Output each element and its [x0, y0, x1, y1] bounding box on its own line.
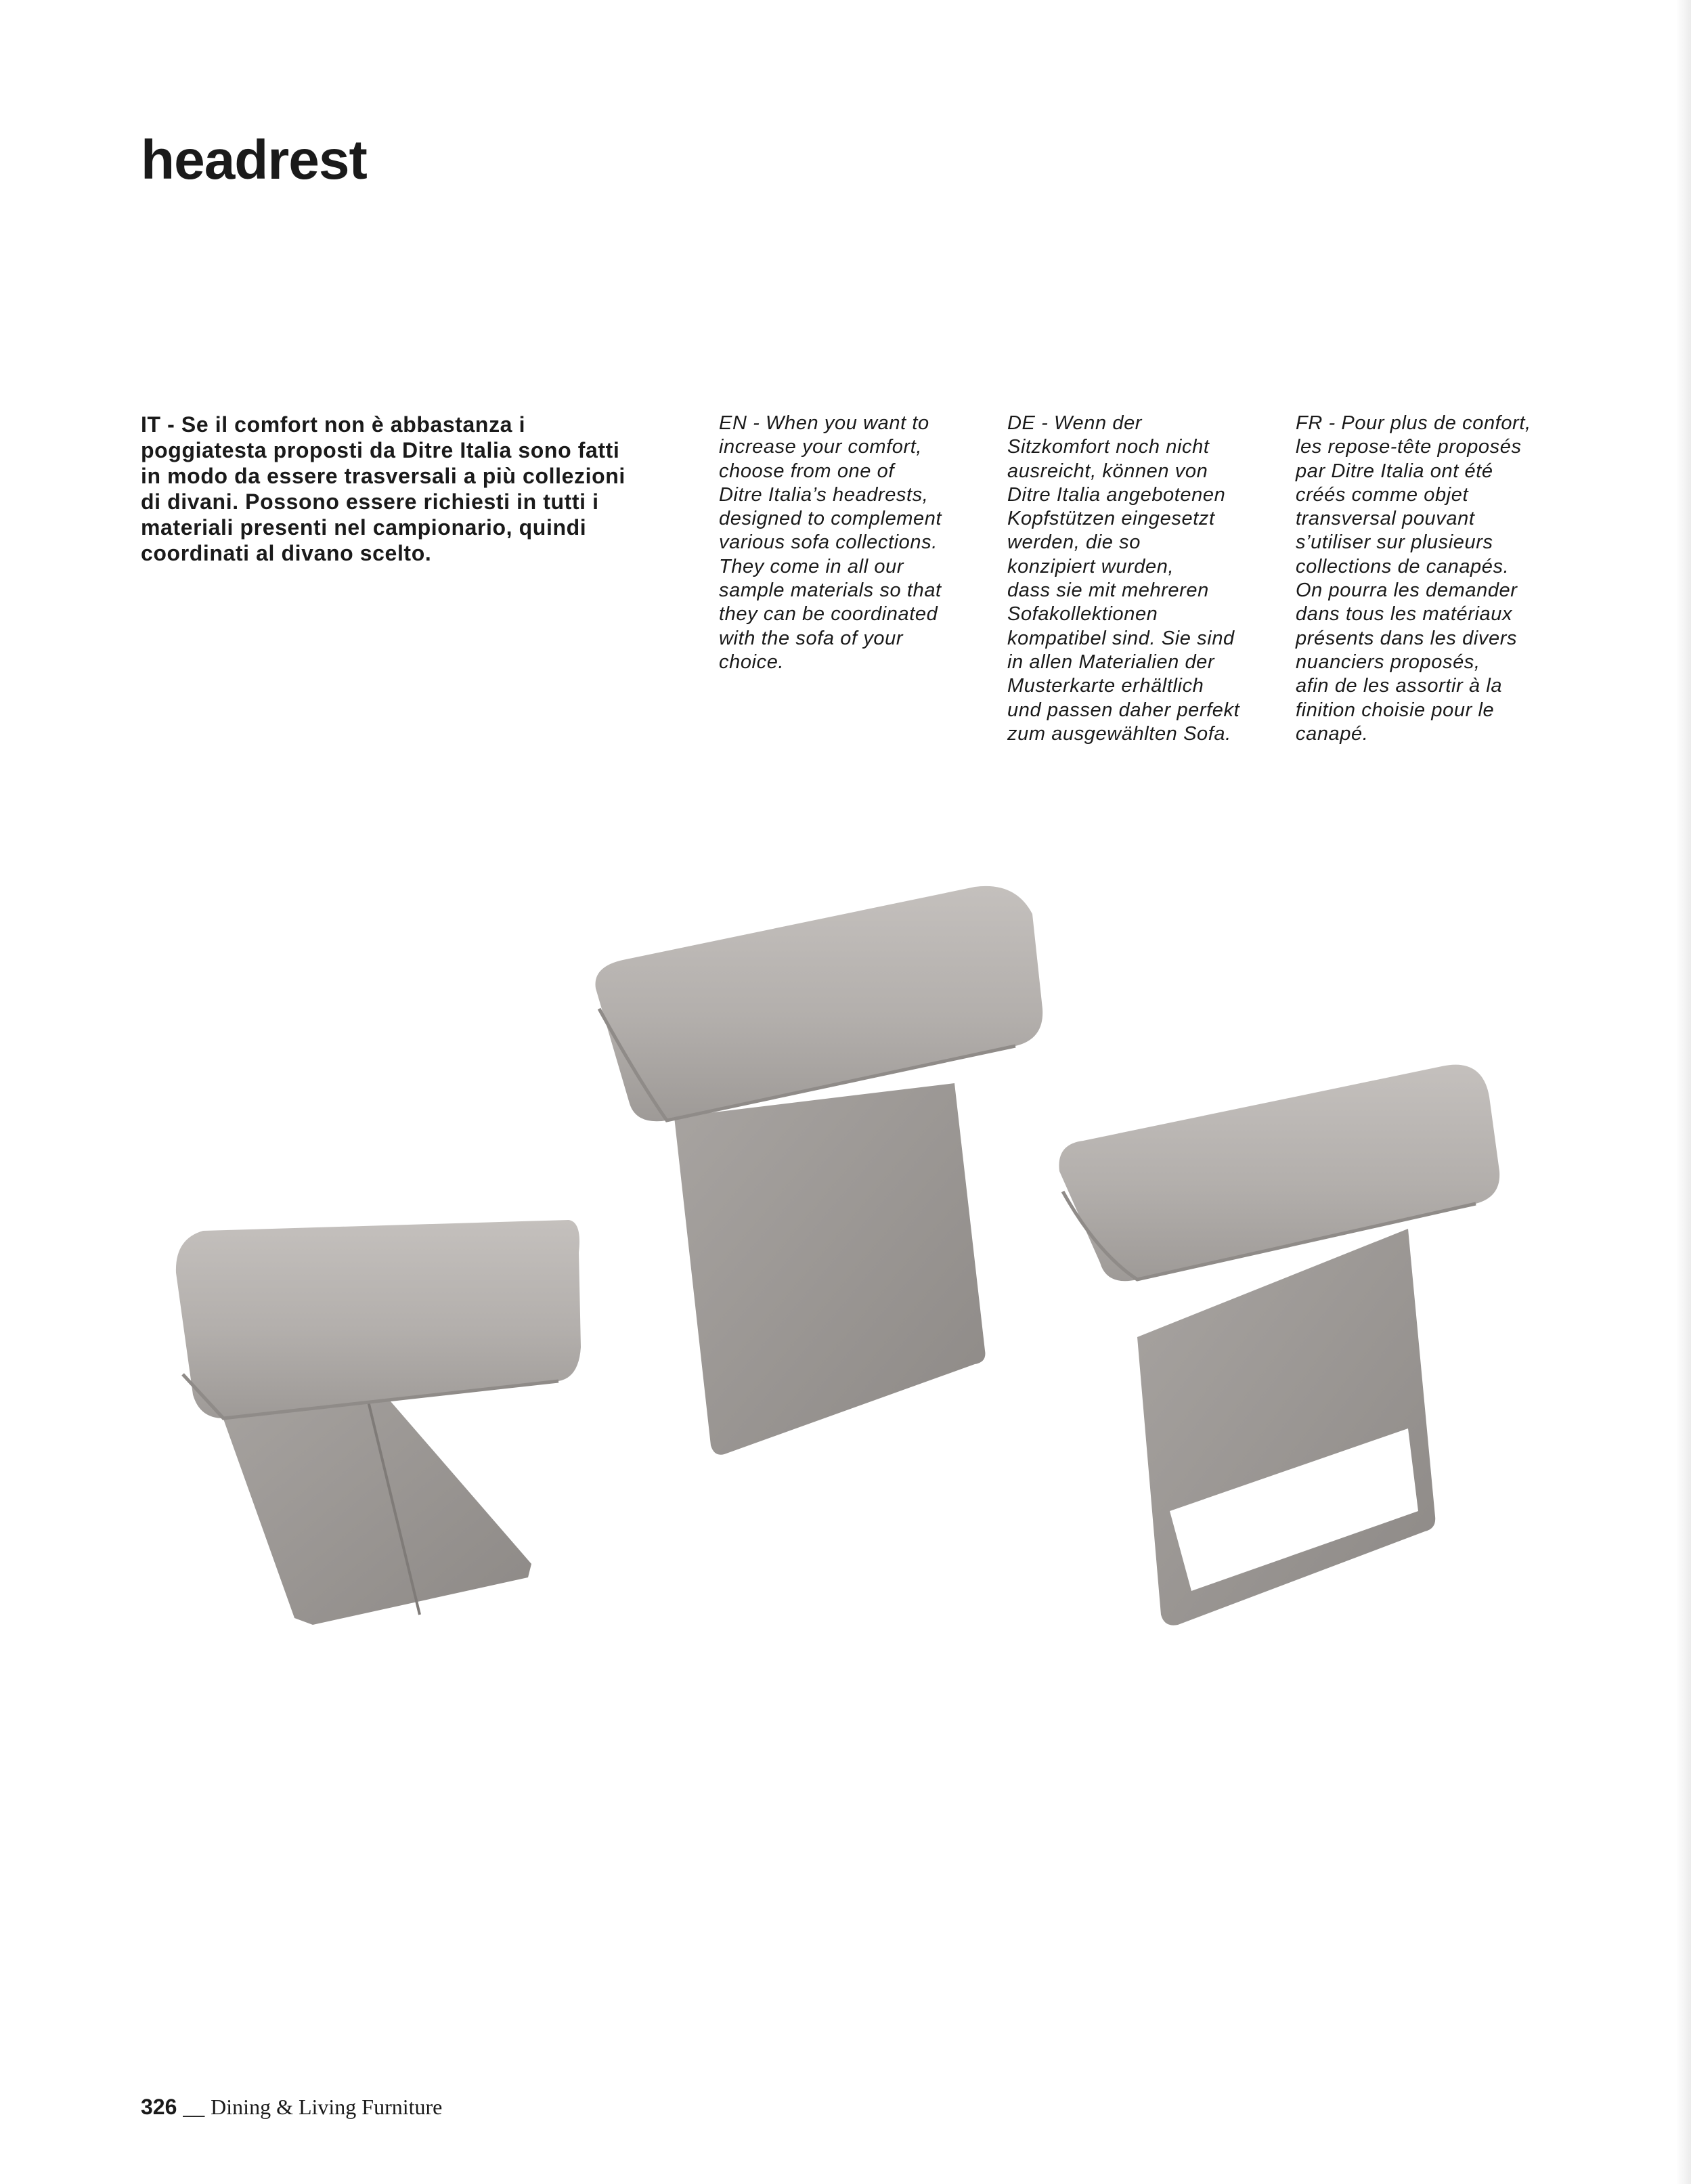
intro-en: EN - When you want to increase your comfort, choose from one of Ditre Italia’s headrests, designed to complement various sofa collections. They come in all our sample materials so that they can be coordinated with the sofa of your choice. [719, 412, 942, 673]
headrest-left [176, 1220, 581, 1625]
intro-de: DE - Wenn der Sitzkomfort noch nicht ausreicht, können von Ditre Italia angebotenen Kopfstützen eingesetzt werden, die so konzipiert wurden, dass sie mit mehreren Sofakollektionen kompatibel sind. Sie sind in allen Materialien der Musterkarte erhältlich und passen daher perfekt zum ausgewählten Sofa. [1007, 412, 1240, 745]
headrest-center-panel [674, 1083, 985, 1455]
page-edge-shadow [1676, 0, 1691, 2184]
page-number: 326 [141, 2095, 177, 2119]
intro-it [141, 412, 682, 566]
intro-fr: FR - Pour plus de confort, les repose-tête proposés par Ditre Italia ont été créés comme objet transversal pouvant s’utiliser sur plusieurs collections de canapés. On pourra les demander dans tous les matériaux présents dans les divers nuanciers proposés, afin de les assortir à la finition choisie pour le canapé. [1296, 412, 1531, 745]
headrest-right [1059, 1065, 1499, 1625]
intro-it-text: IT - Se il comfort non è abbastanza i poggiatesta proposti da Ditre Italia sono fatti in modo da essere trasversali a più collezioni di divani. Possono essere richiesti in tutti i materiali presenti nel campionario, quindi coordinati al divano scelto. [141, 412, 625, 565]
headrest-left-cushion [176, 1220, 581, 1418]
headrest-center [596, 886, 1043, 1455]
headrest-product-photo [162, 873, 1516, 1889]
headrest-right-frame [1137, 1229, 1435, 1625]
headrest-center-cushion [596, 886, 1043, 1121]
footer-section: Dining & Living Furniture [211, 2095, 443, 2119]
page-title: headrest [141, 129, 367, 191]
page-footer [141, 2093, 442, 2120]
footer-separator: __ [183, 2095, 205, 2119]
